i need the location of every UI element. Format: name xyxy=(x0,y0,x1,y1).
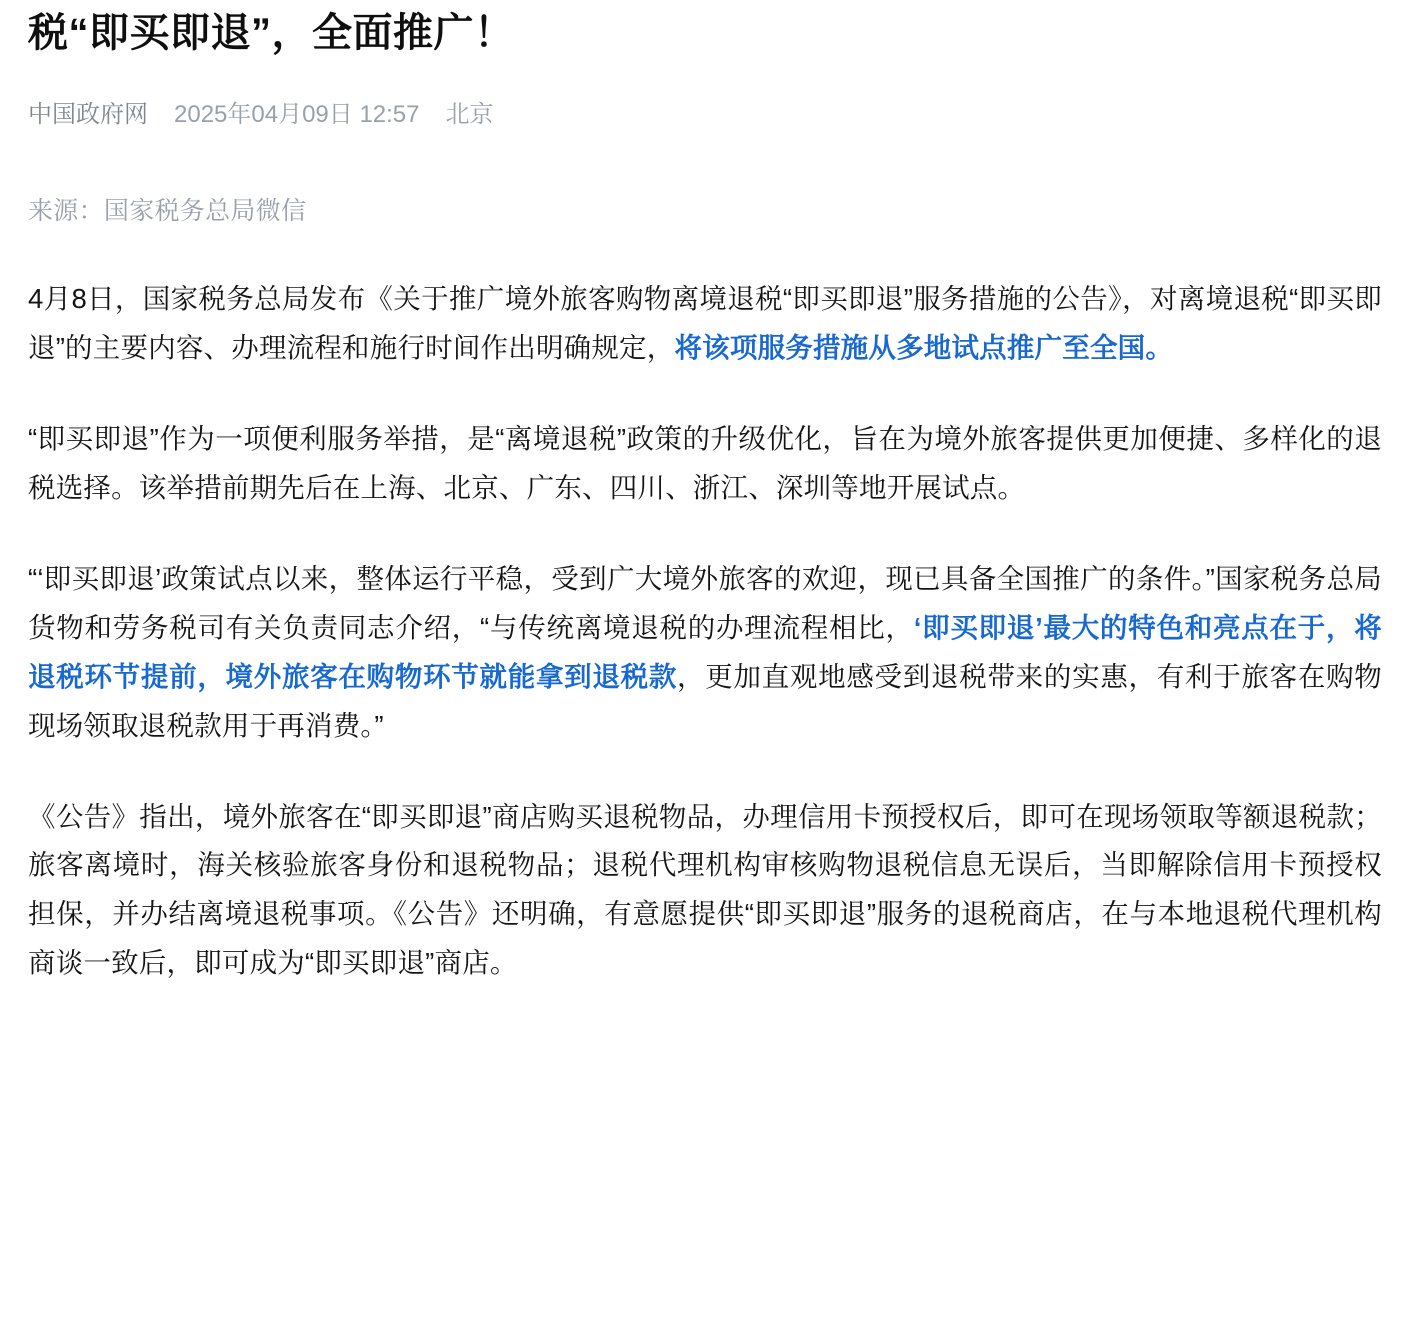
paragraph-1 xyxy=(28,275,1382,373)
meta-location: 北京 xyxy=(445,101,494,128)
article-body xyxy=(28,275,1382,988)
paragraph-3-text-a: “‘即买即退’政策试点以来，整体运行平稳，受到广大境外旅客的欢迎，现已具备全国推广的条件。”国家税务总局货物和劳务税司有关负责同志介绍，“与传统离境退税的办理流程相比， xyxy=(28,562,1382,643)
article-meta xyxy=(28,94,1382,129)
paragraph-3 xyxy=(28,555,1382,751)
meta-source: 中国政府网 xyxy=(28,101,148,128)
paragraph-4: 《公告》指出，境外旅客在“即买即退”商店购买退税物品，办理信用卡预授权后，即可在现场领取等额退税款；旅客离境时，海关核验旅客身份和退税物品；退税代理机构审核购物退税信息无误后，当即解除信用卡预授权担保，并办结离境退税事项。《公告》还明确，有意愿提供“即买即退”服务的退税商店，在与本地退税代理机构商谈一致后，即可成为“即买即退”商店。 xyxy=(28,800,1382,979)
page-title: 税“即买即退”，全面推广！ xyxy=(28,11,515,55)
paragraph-3-highlight: ‘即买即退’最大的特色和亮点在于，将退税环节提前，境外旅客在购物环节就能拿到退税款 xyxy=(28,611,1382,692)
paragraph-1-highlight: 将该项服务措施从多地试点推广至全国。 xyxy=(674,331,1174,363)
article-origin: 来源：国家税务总局微信 xyxy=(28,197,307,225)
paragraph-1-text: 4月8日，国家税务总局发布《关于推广境外旅客购物离境退税“即买即退”服务措施的公告》，对离境退税“即买即退”的主要内容、办理流程和施行时间作出明确规定， xyxy=(28,283,1382,363)
meta-datetime: 2025年04月09日 12:57 xyxy=(174,101,420,128)
paragraph-3-text-b: ，更加直观地感受到退税带来的实惠，有利于旅客在购物现场领取退税款用于再消费。” xyxy=(28,660,1382,741)
paragraph-2: “即买即退”作为一项便利服务举措，是“离境退税”政策的升级优化，旨在为境外旅客提供更加便捷、多样化的退税选择。该举措前期先后在上海、北京、广东、四川、浙江、深圳等地开展试点。 xyxy=(28,422,1382,503)
